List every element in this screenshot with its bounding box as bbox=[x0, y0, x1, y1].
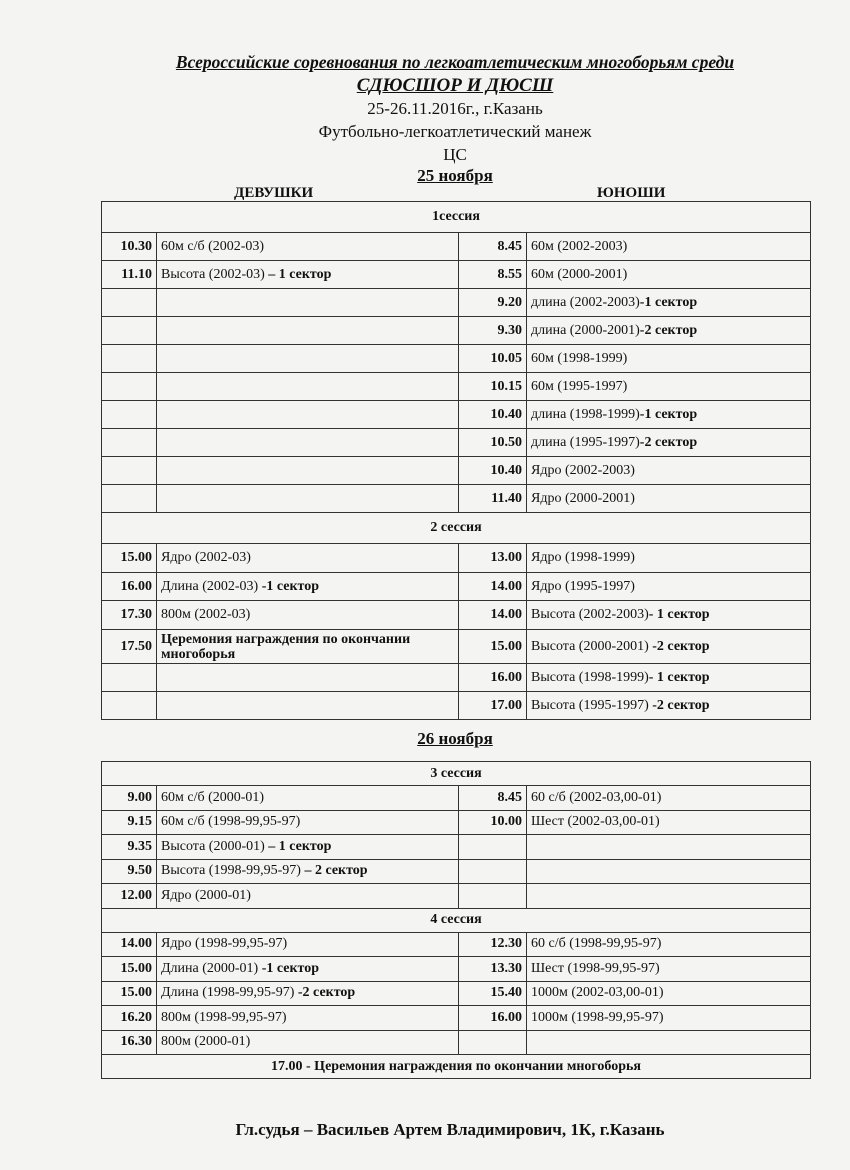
schedule-row bbox=[102, 1030, 811, 1055]
boys-event-text: Ядро (2000-2001) bbox=[531, 490, 635, 506]
schedule-row bbox=[102, 601, 811, 630]
boys-event-text: Шест (1998-99,95-97) bbox=[531, 960, 660, 976]
girls-event-text: Высота (2000-01) bbox=[161, 838, 265, 854]
boys-event bbox=[527, 233, 811, 261]
boys-time-text: 17.00 bbox=[490, 697, 522, 713]
girls-event bbox=[157, 1030, 459, 1055]
girls-event-sector: – 1 сектор bbox=[264, 266, 332, 282]
boys-time-text: 8.45 bbox=[497, 789, 522, 805]
boys-time bbox=[459, 981, 527, 1006]
girls-time-text: 16.30 bbox=[120, 1034, 152, 1050]
boys-event-text: 1000м (1998-99,95-97) bbox=[531, 1009, 664, 1025]
boys-time-text: 15.40 bbox=[490, 985, 522, 1001]
boys-event-sector: -2 сектор bbox=[639, 434, 698, 450]
boys-event-sector: - 1 сектор bbox=[648, 607, 710, 622]
boys-event-text: 60м (1995-1997) bbox=[531, 378, 628, 394]
girls-event-sector: -1 сектор bbox=[258, 578, 320, 594]
boys-event bbox=[527, 261, 811, 289]
boys-event bbox=[527, 573, 811, 601]
girls-time-text: 12.00 bbox=[120, 887, 152, 903]
schedule-row bbox=[102, 345, 811, 373]
boys-time-text: 11.40 bbox=[491, 490, 522, 506]
schedule-row bbox=[102, 786, 811, 811]
girls-event bbox=[157, 1006, 459, 1031]
boys-event bbox=[527, 932, 811, 957]
girls-time-text: 10.30 bbox=[120, 238, 152, 254]
schedule-row bbox=[102, 835, 811, 860]
girls-event-text: 800м (2002-03) bbox=[161, 607, 251, 622]
boys-event-text: длина (1998-1999) bbox=[531, 406, 640, 422]
boys-time-text: 8.45 bbox=[497, 238, 522, 254]
boys-event-text: Ядро (1995-1997) bbox=[531, 578, 635, 594]
girls-event bbox=[157, 601, 459, 630]
session-header-row bbox=[102, 513, 811, 544]
boys-time bbox=[459, 401, 527, 429]
girls-time bbox=[102, 1030, 157, 1055]
girls-event bbox=[157, 664, 459, 692]
girls-event bbox=[157, 429, 459, 457]
girls-time bbox=[102, 233, 157, 261]
schedule-row bbox=[102, 233, 811, 261]
boys-time bbox=[459, 692, 527, 720]
girls-time-text: 15.00 bbox=[120, 550, 152, 565]
boys-event bbox=[527, 429, 811, 457]
boys-event bbox=[527, 630, 811, 664]
date-place: 25-26.11.2016г., г.Казань bbox=[367, 99, 543, 118]
girls-event-text: 60м с/б (2000-01) bbox=[161, 789, 265, 805]
session-label: 2 сессия bbox=[102, 513, 811, 544]
schedule-row bbox=[102, 573, 811, 601]
girls-time bbox=[102, 664, 157, 692]
schedule-row bbox=[102, 810, 811, 835]
boys-time bbox=[459, 317, 527, 345]
schedule-row bbox=[102, 317, 811, 345]
session-label: 4 сессия bbox=[102, 908, 811, 932]
girls-time bbox=[102, 884, 157, 909]
boys-time bbox=[459, 1006, 527, 1031]
boys-event bbox=[527, 884, 811, 909]
boys-event-sector: -2 сектор bbox=[652, 697, 710, 713]
boys-time bbox=[459, 932, 527, 957]
girls-event-text: 800м (1998-99,95-97) bbox=[161, 1009, 287, 1025]
boys-event bbox=[527, 289, 811, 317]
boys-time-text: 14.00 bbox=[490, 607, 522, 622]
boys-time-text: 13.30 bbox=[490, 960, 522, 976]
boys-event bbox=[527, 544, 811, 573]
girls-time bbox=[102, 1006, 157, 1031]
girls-column-heading: ДЕВУШКИ bbox=[234, 185, 314, 201]
schedule-row bbox=[102, 261, 811, 289]
boys-time-text: 16.00 bbox=[490, 669, 522, 685]
boys-time bbox=[459, 544, 527, 573]
girls-event-text: Высота (1998-99,95-97) bbox=[161, 863, 301, 879]
boys-time-text: 9.30 bbox=[497, 322, 522, 338]
boys-event-text: Высота (1995-1997) bbox=[531, 697, 653, 713]
organization-title: СДЮСШОР И ДЮСШ bbox=[356, 75, 554, 96]
schedule-row bbox=[102, 401, 811, 429]
boys-event-text: длина (2000-2001) bbox=[531, 322, 640, 338]
boys-event bbox=[527, 345, 811, 373]
boys-event bbox=[527, 601, 811, 630]
girls-event bbox=[157, 261, 459, 289]
girls-time bbox=[102, 601, 157, 630]
category-label: ЦС bbox=[443, 145, 467, 164]
girls-time bbox=[102, 957, 157, 982]
boys-time bbox=[459, 345, 527, 373]
boys-time bbox=[459, 261, 527, 289]
girls-time-text: 16.00 bbox=[120, 578, 152, 594]
boys-event-sector: -1 сектор bbox=[639, 294, 698, 310]
girls-event bbox=[157, 573, 459, 601]
girls-event-text: 60м с/б (2002-03) bbox=[161, 238, 265, 254]
girls-event bbox=[157, 835, 459, 860]
boys-event bbox=[527, 485, 811, 513]
boys-time bbox=[459, 373, 527, 401]
boys-time-text: 8.55 bbox=[497, 266, 522, 282]
boys-event-text: длина (1995-1997) bbox=[531, 434, 640, 450]
boys-event bbox=[527, 1006, 811, 1031]
boys-event-sector: -2 сектор bbox=[639, 322, 698, 338]
boys-time bbox=[459, 601, 527, 630]
schedule-row bbox=[102, 1006, 811, 1031]
schedule-row bbox=[102, 692, 811, 720]
boys-time bbox=[459, 429, 527, 457]
girls-event bbox=[157, 981, 459, 1006]
boys-event-sector: - 1 сектор bbox=[648, 669, 710, 685]
girls-time bbox=[102, 932, 157, 957]
boys-event-text: Ядро (1998-1999) bbox=[531, 550, 635, 565]
boys-column-heading: ЮНОШИ bbox=[597, 185, 666, 201]
boys-event bbox=[527, 373, 811, 401]
day-1-schedule-table bbox=[101, 201, 811, 720]
boys-time bbox=[459, 485, 527, 513]
boys-time bbox=[459, 957, 527, 982]
session-header-row bbox=[102, 762, 811, 786]
boys-time bbox=[459, 786, 527, 811]
girls-event bbox=[157, 810, 459, 835]
boys-time bbox=[459, 884, 527, 909]
boys-event-text: Ядро (2002-2003) bbox=[531, 462, 635, 478]
girls-time-text: 11.10 bbox=[121, 266, 152, 282]
girls-event-sector: -1 сектор bbox=[258, 960, 320, 976]
boys-event bbox=[527, 810, 811, 835]
boys-event bbox=[527, 957, 811, 982]
girls-time bbox=[102, 261, 157, 289]
boys-event-text: 60м (1998-1999) bbox=[531, 350, 628, 366]
ceremony-row bbox=[102, 1055, 811, 1079]
session-label: 1сессия bbox=[102, 202, 811, 233]
day-1-heading: 25 ноября bbox=[417, 166, 493, 185]
day-2-heading: 26 ноября bbox=[417, 729, 493, 748]
girls-event bbox=[157, 957, 459, 982]
girls-time bbox=[102, 429, 157, 457]
boys-event bbox=[527, 664, 811, 692]
girls-time-text: 9.35 bbox=[127, 838, 152, 854]
girls-event-text: Длина (1998-99,95-97) bbox=[161, 985, 295, 1001]
schedule-row bbox=[102, 457, 811, 485]
girls-time-text: 16.20 bbox=[120, 1009, 152, 1025]
boys-time-text: 12.30 bbox=[490, 936, 522, 952]
girls-time bbox=[102, 401, 157, 429]
session-header-row bbox=[102, 908, 811, 932]
schedule-row bbox=[102, 630, 811, 664]
boys-event-text: длина (2002-2003) bbox=[531, 294, 640, 310]
boys-time bbox=[459, 457, 527, 485]
schedule-row bbox=[102, 664, 811, 692]
boys-event bbox=[527, 786, 811, 811]
boys-event-text: Шест (2002-03,00-01) bbox=[531, 814, 660, 830]
girls-time-text: 17.50 bbox=[120, 638, 152, 654]
boys-time bbox=[459, 835, 527, 860]
boys-event bbox=[527, 1030, 811, 1055]
girls-time-text: 9.50 bbox=[127, 863, 152, 879]
schedule-row bbox=[102, 289, 811, 317]
girls-event bbox=[157, 233, 459, 261]
boys-event-text: 60 с/б (1998-99,95-97) bbox=[531, 936, 662, 952]
boys-time bbox=[459, 630, 527, 664]
girls-time bbox=[102, 289, 157, 317]
boys-time bbox=[459, 1030, 527, 1055]
boys-event bbox=[527, 457, 811, 485]
boys-time-text: 15.00 bbox=[490, 638, 522, 654]
session-label: 3 сессия bbox=[102, 762, 811, 786]
boys-event-text: 60м (2002-2003) bbox=[531, 238, 628, 254]
schedule-row bbox=[102, 932, 811, 957]
schedule-row bbox=[102, 373, 811, 401]
girls-time bbox=[102, 317, 157, 345]
schedule-row bbox=[102, 884, 811, 909]
girls-time-text: 17.30 bbox=[120, 607, 152, 622]
boys-event bbox=[527, 981, 811, 1006]
girls-event bbox=[157, 485, 459, 513]
girls-time-text: 9.15 bbox=[127, 814, 152, 830]
schedule-row bbox=[102, 957, 811, 982]
boys-event bbox=[527, 317, 811, 345]
competition-title: Всероссийские соревнования по легкоатлетическим многоборьям среди bbox=[175, 52, 735, 72]
girls-time-text: 14.00 bbox=[120, 936, 152, 952]
girls-event bbox=[157, 630, 459, 664]
boys-time-text: 10.40 bbox=[490, 406, 522, 422]
girls-event bbox=[157, 884, 459, 909]
boys-time bbox=[459, 859, 527, 884]
boys-event-text: 60м (2000-2001) bbox=[531, 266, 628, 282]
girls-event bbox=[157, 373, 459, 401]
girls-event-sector: -2 сектор bbox=[294, 985, 356, 1001]
girls-event bbox=[157, 859, 459, 884]
girls-time bbox=[102, 544, 157, 573]
schedule-row bbox=[102, 859, 811, 884]
chief-judge: Гл.судья – Васильев Артем Владимирович, 1К, г.Казань bbox=[235, 1120, 665, 1139]
girls-time bbox=[102, 457, 157, 485]
girls-time bbox=[102, 835, 157, 860]
boys-time-text: 14.00 bbox=[490, 578, 522, 594]
ceremony-text: 17.00 - Церемония награждения по окончании многоборья bbox=[102, 1055, 811, 1079]
girls-event-text: Церемония награждения по окончании многоборья bbox=[161, 631, 411, 662]
boys-event-sector: -2 сектор bbox=[652, 638, 710, 654]
boys-time bbox=[459, 289, 527, 317]
boys-time-text: 10.50 bbox=[490, 434, 522, 450]
girls-event-text: Ядро (2002-03) bbox=[161, 550, 251, 565]
schedule-row bbox=[102, 981, 811, 1006]
girls-time-text: 9.00 bbox=[127, 789, 152, 805]
boys-time bbox=[459, 573, 527, 601]
boys-event bbox=[527, 401, 811, 429]
venue: Футбольно-легкоатлетический манеж bbox=[318, 122, 592, 141]
schedule-row bbox=[102, 485, 811, 513]
girls-event bbox=[157, 932, 459, 957]
girls-event-sector: – 1 сектор bbox=[264, 838, 332, 854]
girls-time-text: 15.00 bbox=[120, 985, 152, 1001]
boys-event-sector: -1 сектор bbox=[639, 406, 698, 422]
girls-event bbox=[157, 692, 459, 720]
girls-time bbox=[102, 786, 157, 811]
girls-time bbox=[102, 345, 157, 373]
girls-event bbox=[157, 289, 459, 317]
girls-event-text: Ядро (1998-99,95-97) bbox=[161, 936, 288, 952]
girls-time bbox=[102, 810, 157, 835]
boys-event-text: 60 с/б (2002-03,00-01) bbox=[531, 789, 662, 805]
girls-event bbox=[157, 786, 459, 811]
schedule-row bbox=[102, 544, 811, 573]
girls-event bbox=[157, 457, 459, 485]
schedule-row bbox=[102, 429, 811, 457]
boys-time-text: 9.20 bbox=[497, 294, 522, 310]
girls-event bbox=[157, 345, 459, 373]
boys-event bbox=[527, 835, 811, 860]
girls-time bbox=[102, 485, 157, 513]
girls-event bbox=[157, 544, 459, 573]
boys-event-text: Высота (2000-2001) bbox=[531, 638, 653, 654]
girls-event bbox=[157, 317, 459, 345]
girls-event-sector: – 2 сектор bbox=[300, 863, 368, 879]
boys-time-text: 10.05 bbox=[490, 350, 522, 366]
girls-time bbox=[102, 981, 157, 1006]
girls-time bbox=[102, 373, 157, 401]
girls-event-text: 60м с/б (1998-99,95-97) bbox=[161, 814, 301, 830]
girls-event-text: Высота (2002-03) bbox=[161, 266, 265, 282]
girls-event-text: 800м (2000-01) bbox=[161, 1034, 251, 1050]
girls-event bbox=[157, 401, 459, 429]
girls-event-text: Длина (2000-01) bbox=[161, 960, 259, 976]
day-2-schedule-table bbox=[101, 761, 811, 1079]
boys-time bbox=[459, 233, 527, 261]
boys-time bbox=[459, 664, 527, 692]
boys-event bbox=[527, 692, 811, 720]
boys-time-text: 13.00 bbox=[490, 550, 522, 565]
girls-event-text: Ядро (2000-01) bbox=[161, 887, 251, 903]
girls-time-text: 15.00 bbox=[120, 960, 152, 976]
girls-time bbox=[102, 692, 157, 720]
boys-time-text: 10.00 bbox=[490, 814, 522, 830]
boys-event-text: Высота (1998-1999) bbox=[531, 669, 649, 685]
boys-event-text: Высота (2002-2003) bbox=[531, 607, 649, 622]
boys-time-text: 16.00 bbox=[490, 1009, 522, 1025]
boys-event-text: 1000м (2002-03,00-01) bbox=[531, 985, 664, 1001]
girls-time bbox=[102, 573, 157, 601]
boys-time bbox=[459, 810, 527, 835]
girls-time bbox=[102, 859, 157, 884]
boys-event bbox=[527, 859, 811, 884]
girls-event-text: Длина (2002-03) bbox=[161, 578, 259, 594]
girls-time bbox=[102, 630, 157, 664]
boys-time-text: 10.15 bbox=[490, 378, 522, 394]
boys-time-text: 10.40 bbox=[490, 462, 522, 478]
session-header-row bbox=[102, 202, 811, 233]
